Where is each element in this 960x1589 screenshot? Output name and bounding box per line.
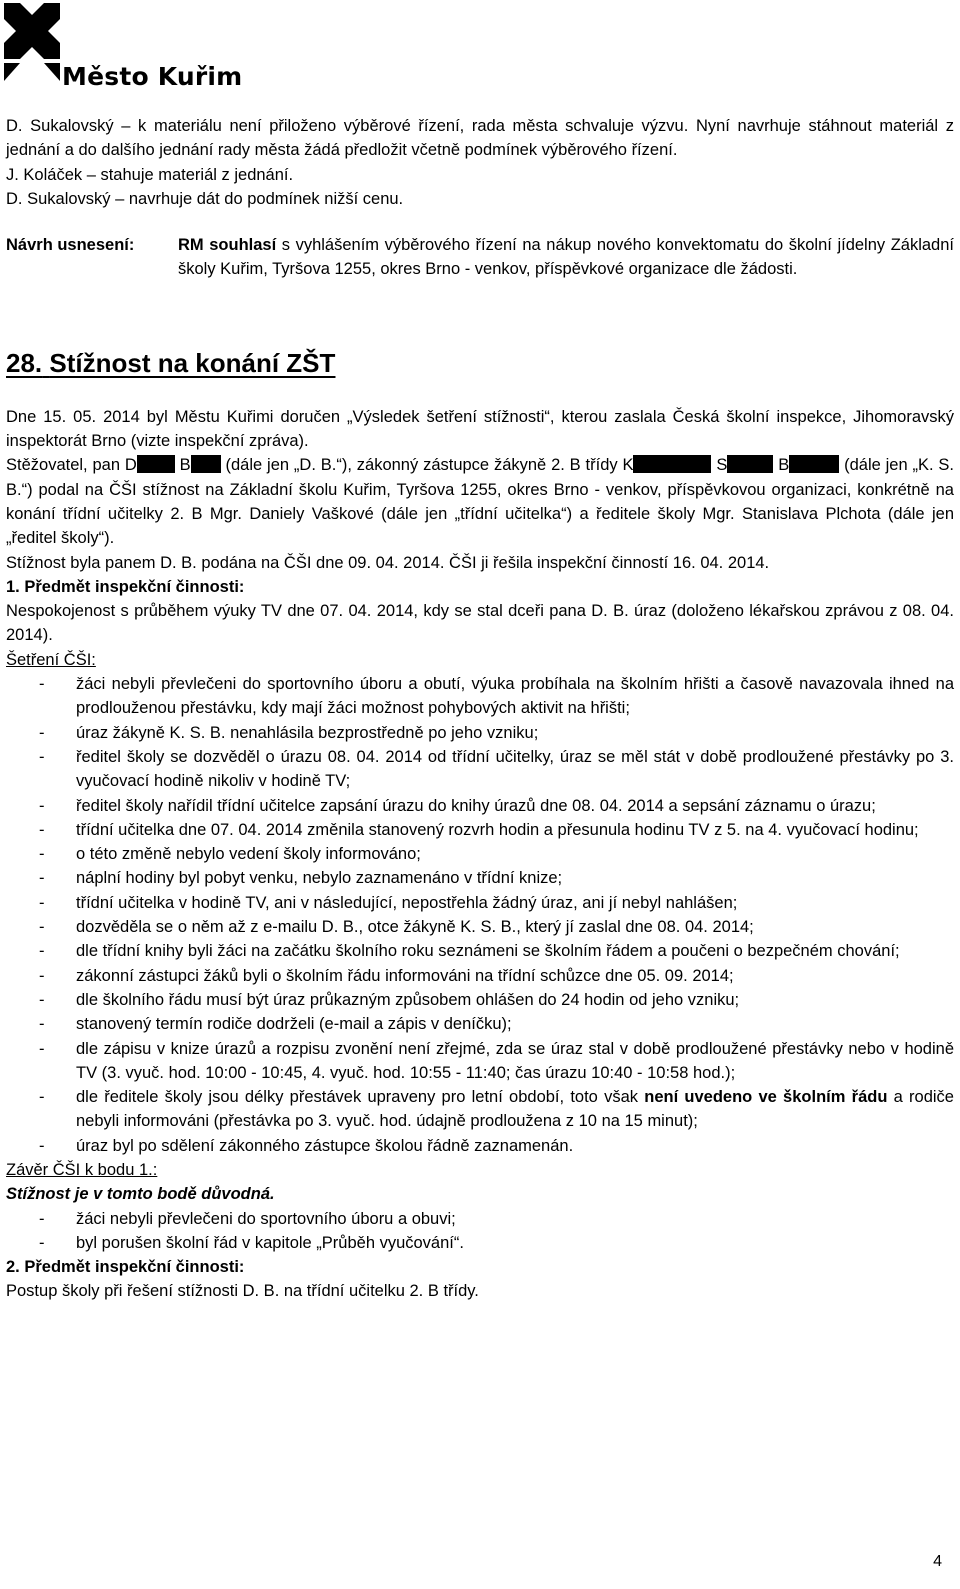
- list-item: - o této změně nebylo vedení školy informováno;: [6, 842, 954, 866]
- list-item: - úraz byl po sdělení zákonného zástupce školou řádně zaznamenán.: [6, 1134, 954, 1158]
- complainant-text: B: [179, 456, 191, 475]
- section-heading: [6, 347, 954, 379]
- list-item: - žáci nebyli převlečeni do sportovního úboru a obutí, výuka probíhala na školním hřišti a časově navazovala ihned na prodlouženou přestávku, kdy mají žáci možnost pohybových aktivit na hřišti;: [6, 672, 954, 721]
- resolution-text: [178, 233, 954, 282]
- list-item-text: a rodiče nebyli informováni (přestávka po 3. vyuč. hod. údajně prodloužena z 10 na 15 minut);: [76, 1088, 954, 1131]
- complainant-text: (dále jen „D. B.“), zákonný zástupce žákyně 2. B třídy K: [225, 456, 634, 475]
- complainant-text: B: [778, 456, 790, 475]
- complainant-paragraph: [6, 453, 954, 550]
- filed-paragraph: Stížnost byla panem D. B. podána na ČŠI dne 09. 04. 2014. ČŠI ji řešila inspekční činností 16. 04. 2014.: [6, 553, 770, 572]
- intro-paragraph: D. Sukalovský – k materiálu není přiloženo výběrové řízení, rada města schvaluje výzvu. Nyní navrhuje stáhnout materiál z jednání a do dalšího jednání rady města žádá předložit včetně podmínek výběrového řízení.: [6, 117, 954, 160]
- list-item: - náplní hodiny byl pobyt venku, nebylo zaznamenáno v třídní knize;: [6, 866, 954, 890]
- subject-2-heading: 2. Předmět inspekční činnosti:: [6, 1258, 245, 1277]
- intro-line: D. Sukalovský – navrhuje dát do podmínek nižší cenu.: [6, 189, 404, 208]
- city-logo-icon: [4, 3, 60, 88]
- city-logo-text: Město Kuřim: [62, 62, 243, 91]
- investigation-heading: Šetření ČŠI:: [6, 650, 96, 669]
- redaction-block: [137, 455, 175, 473]
- list-item: - žáci nebyli převlečeni do sportovního úboru a obuvi;: [6, 1207, 954, 1231]
- redaction-block: [633, 455, 711, 473]
- list-item: - byl porušen školní řád v kapitole „Průběh vyučování“.: [6, 1231, 954, 1255]
- resolution-proposal: [6, 233, 954, 282]
- document-page: [6, 114, 954, 1304]
- list-item: - ředitel školy nařídil třídní učitelce zapsání úrazu do knihy úrazů dne 08. 04. 2014 a sepsání záznamu o úrazu;: [6, 794, 954, 818]
- list-item: - úraz žákyně K. S. B. nenahlásila bezprostředně po jeho vzniku;: [6, 721, 954, 745]
- conclusion-1-verdict: Stížnost je v tomto bodě důvodná.: [6, 1185, 275, 1204]
- resolution-label: Návrh usnesení:: [6, 236, 135, 255]
- redaction-block: [789, 455, 839, 473]
- list-item: - dle zápisu v knize úrazů a rozpisu zvonění není zřejmé, zda se úraz stal v době prodloužené přestávky nebo v hodině TV (3. vyuč. hod. 10:00 - 10:45, 4. vyuč. hod. 10:55 - 11:40; čas úrazu 10:40 - 10:58 hod.);: [6, 1037, 954, 1086]
- conclusion-1-list: [6, 1207, 954, 1256]
- section-number: 28.: [6, 347, 43, 378]
- list-item: - stanovený termín rodiče dodrželi (e-mail a zápis v deníčku);: [6, 1012, 954, 1036]
- redaction-block: [727, 455, 773, 473]
- subject-1-text: Nespokojenost s průběhem výuky TV dne 07. 04. 2014, kdy se stal dceři pana D. B. úraz (doloženo lékařskou zprávou z 08. 04. 2014).: [6, 602, 954, 645]
- list-item: - dle školního řádu musí být úraz průkazným způsobem ohlášen do 24 hodin od jeho vzniku;: [6, 988, 954, 1012]
- list-item: - dozvěděla se o něm až z e-mailu D. B., otce žákyně K. S. B., který jí zaslal dne 08. 04. 2014;: [6, 915, 954, 939]
- complainant-text: Stěžovatel, pan D: [6, 456, 137, 475]
- page-number: 4: [933, 1553, 942, 1570]
- delivery-paragraph: Dne 15. 05. 2014 byl Městu Kuřimi doručen „Výsledek šetření stížnosti“, kterou zaslala Česká školní inspekce, Jihomoravský inspektorát Brno (vizte inspekční zpráva).: [6, 407, 954, 451]
- list-item: - zákonní zástupci žáků byli o školním řádu informováni na třídní schůzce dne 05. 09. 2014;: [6, 964, 954, 988]
- complainant-text: (dále jen „K. S. B.“) podal na ČŠI stížnost na Základní školu Kuřim, Tyršova 1255, okres Brno - venkov, příspěvkovou organizaci, konkrétně na konání třídní učitelky 2. B Mgr. Daniely Vaškové (dále jen „třídní učitelka“) a ředitele školy Mgr. Stanislava Plchota (dále jen „ředitel školy“).: [6, 456, 955, 548]
- list-item: - třídní učitelka dne 07. 04. 2014 změnila stanovený rozvrh hodin a přesunula hodinu TV z 5. na 4. vyučovací hodinu;: [6, 818, 954, 842]
- list-item-emphasis: není uvedeno ve školním řádu: [644, 1088, 888, 1107]
- section-title: Stížnost na konání ZŠT: [49, 347, 336, 378]
- resolution-lead: RM souhlasí: [178, 236, 277, 255]
- redaction-block: [191, 455, 221, 473]
- list-item: - dle třídní knihy byli žáci na začátku školního roku seznámeni se školním řádem a poučeni o bezpečném chování;: [6, 939, 954, 963]
- list-item: - třídní učitelka v hodině TV, ani v následující, nepostřehla žádný úraz, ani jí nebyl nahlášen;: [6, 891, 954, 915]
- intro-line: J. Koláček – stahuje materiál z jednání.: [6, 165, 294, 184]
- conclusion-1-heading: Závěr ČŠI k bodu 1.:: [6, 1160, 158, 1179]
- investigation-list: [6, 672, 954, 1158]
- complainant-text: S: [716, 456, 728, 475]
- list-item: - ředitel školy se dozvěděl o úrazu 08. 04. 2014 od třídní učitelky, úraz se měl stát v době prodloužené přestávky po 3. vyučovací hodině nikoliv v hodině TV;: [6, 745, 954, 794]
- list-item: [6, 1085, 954, 1134]
- subject-1-heading: 1. Předmět inspekční činnosti:: [6, 577, 245, 596]
- subject-2-text: Postup školy při řešení stížnosti D. B. na třídní učitelku 2. B třídy.: [6, 1282, 479, 1301]
- resolution-body: s vyhlášením výběrového řízení na nákup nového konvektomatu do školní jídelny Základní školy Kuřim, Tyršova 1255, okres Brno - venkov, příspěvkové organizace dle žádosti.: [178, 236, 954, 279]
- list-item-text: dle ředitele školy jsou délky přestávek upraveny pro letní období, toto však: [76, 1088, 645, 1107]
